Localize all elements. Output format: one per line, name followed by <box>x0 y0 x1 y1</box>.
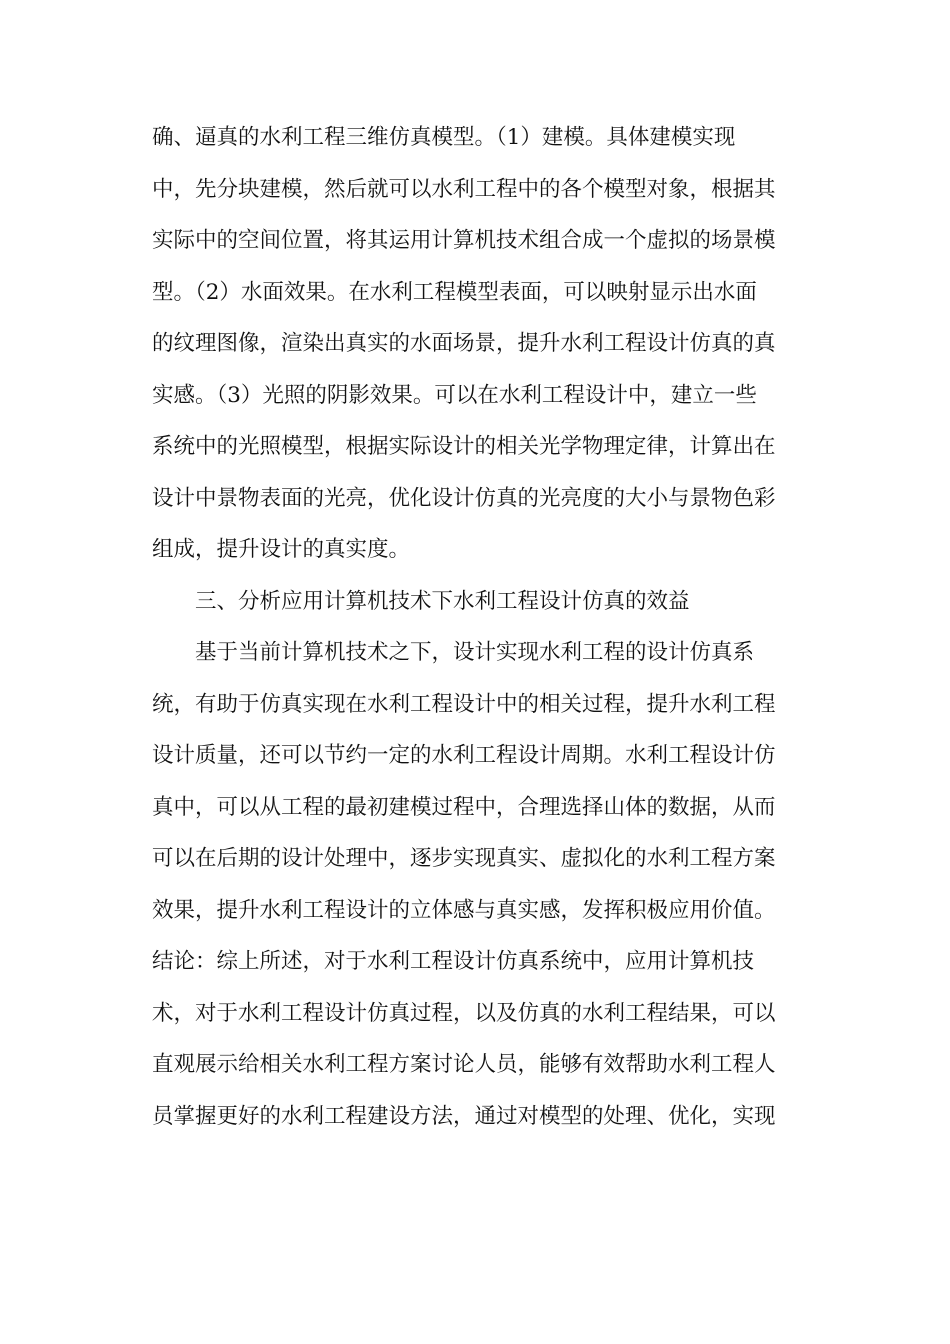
text-line: 效果，提升水利工程设计的立体感与真实感，发挥积极应用价值。 <box>152 897 776 923</box>
text-line: 的纹理图像，渲染出真实的水面场景，提升水利工程设计仿真的真 <box>152 331 776 356</box>
text-line: 实感。（3）光照的阴影效果。可以在水利工程设计中，建立一些 <box>152 382 757 408</box>
text-line: 术，对于水利工程设计仿真过程，以及仿真的水利工程结果，可以 <box>152 1000 776 1026</box>
text-line: 统，有助于仿真实现在水利工程设计中的相关过程，提升水利工程 <box>152 691 776 717</box>
text-line: 组成，提升设计的真实度。 <box>152 537 411 562</box>
text-line: 型。（2）水面效果。在水利工程模型表面，可以映射显示出水面 <box>152 279 757 305</box>
text-line: 中，先分块建模，然后就可以水利工程中的各个模型对象，根据其 <box>152 176 776 202</box>
text-line: 确、逼真的水利工程三维仿真模型。（1）建模。具体建模实现 <box>152 125 736 150</box>
text-line: 系统中的光照模型，根据实际设计的相关光学物理定律，计算出在 <box>152 434 776 459</box>
text-line: 直观展示给相关水利工程方案讨论人员，能够有效帮助水利工程人 <box>152 1052 776 1077</box>
text-line: 设计中景物表面的光亮，优化设计仿真的光亮度的大小与景物色彩 <box>152 485 776 511</box>
conclusion-line: 结论：综上所述，对于水利工程设计仿真系统中，应用计算机技 <box>152 949 755 974</box>
paragraph-first-line: 基于当前计算机技术之下，设计实现水利工程的设计仿真系 <box>195 640 755 665</box>
section-heading: 三、分析应用计算机技术下水利工程设计仿真的效益 <box>195 588 690 614</box>
text-line: 设计质量，还可以节约一定的水利工程设计周期。水利工程设计仿 <box>152 743 776 768</box>
text-line: 真中，可以从工程的最初建模过程中，合理选择山体的数据，从而 <box>152 794 776 820</box>
text-line: 员掌握更好的水利工程建设方法，通过对模型的处理、优化，实现 <box>152 1103 776 1129</box>
document-body <box>152 112 802 1142</box>
text-line: 实际中的空间位置，将其运用计算机技术组合成一个虚拟的场景模 <box>152 228 776 253</box>
text-line: 可以在后期的设计处理中，逐步实现真实、虚拟化的水利工程方案 <box>152 846 776 871</box>
